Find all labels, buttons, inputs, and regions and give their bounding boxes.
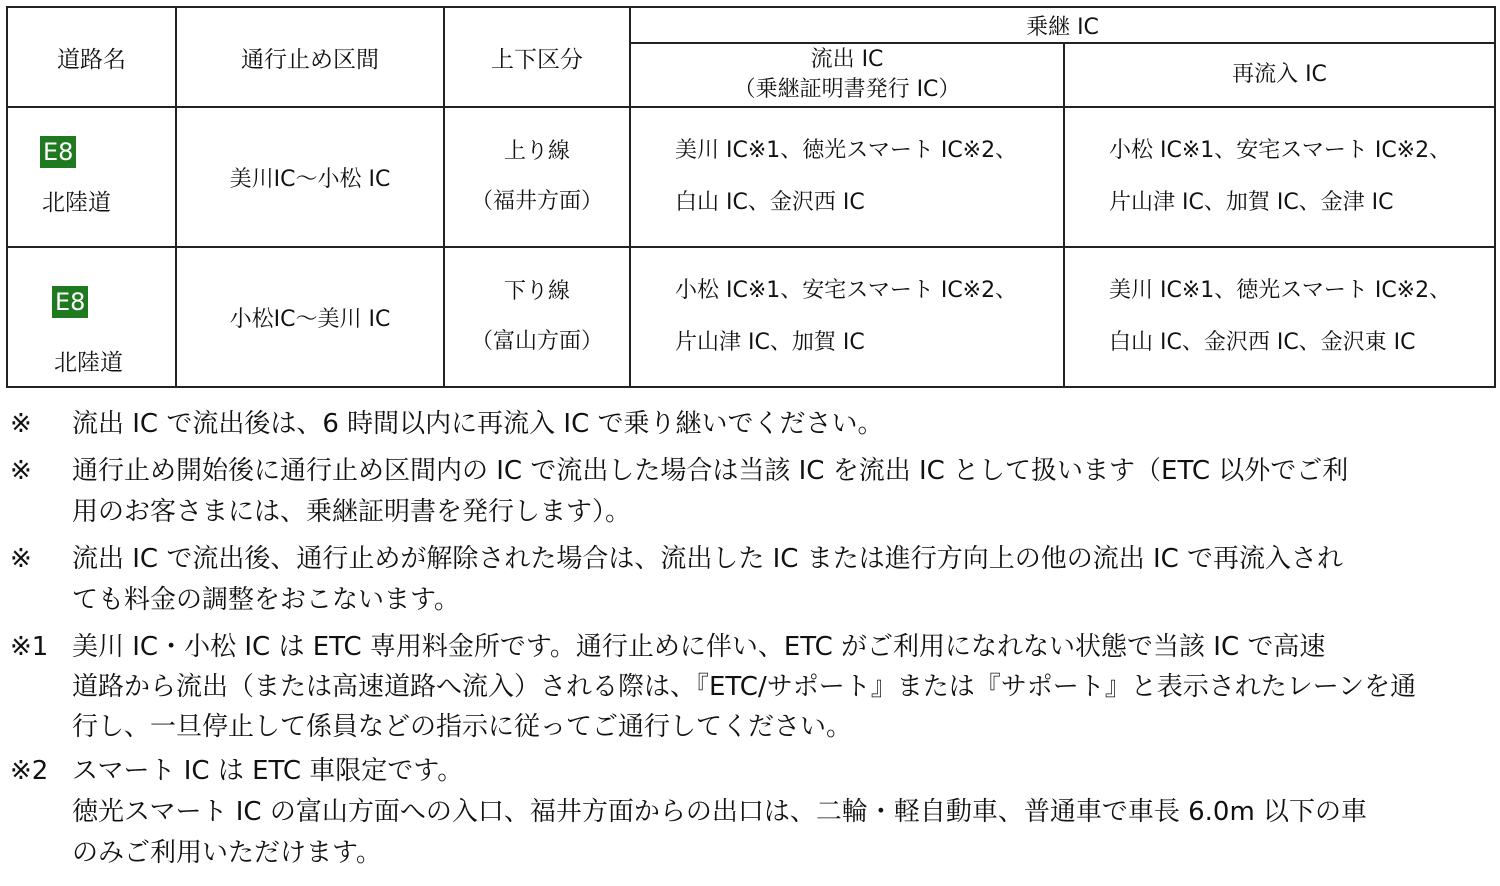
direction-cell: [444, 247, 630, 387]
road-name: 北陸道: [54, 350, 123, 376]
road-name: 北陸道: [42, 190, 111, 216]
header-road: 道路名: [7, 7, 176, 107]
note-item: [10, 451, 1496, 533]
exit-ic-line2: 白山 IC、金沢西 IC: [675, 190, 865, 215]
note-mark: ※1: [10, 632, 49, 662]
note-text: スマート IC は ETC 車限定です。: [72, 756, 464, 786]
note-item: [10, 627, 1496, 747]
direction-label: 下り線: [503, 279, 570, 304]
closure-table: [6, 6, 1496, 388]
note-text: 流出 IC で流出後は、6 時間以内に再流入 IC で乗り継いでください。: [72, 409, 884, 439]
notes-section: [10, 404, 1496, 880]
note-text: 流出 IC で流出後、通行止めが解除された場合は、流出した IC または進行方向上の他の流出 IC で再流入され: [72, 544, 1344, 574]
header-direction: 上下区分: [444, 7, 630, 107]
note-mark: ※: [10, 544, 32, 574]
road-cell: [7, 107, 176, 247]
header-exit-ic-line1: 流出 IC: [810, 47, 884, 72]
note-item: [10, 751, 1496, 874]
exit-ic-line2: 片山津 IC、加賀 IC: [675, 330, 865, 355]
exit-ic-cell: [630, 247, 1064, 387]
road-cell: [7, 247, 176, 387]
header-transfer-ic: 乗継 IC: [630, 7, 1495, 43]
note-text: 用のお客さまには、乗継証明書を発行します）。: [72, 497, 632, 527]
header-exit-ic: [630, 43, 1064, 107]
table-row: [7, 247, 1495, 387]
exit-ic-line1: 小松 IC※1、安宅スマート IC※2、: [675, 278, 1018, 303]
note-text: 通行止め開始後に通行止め区間内の IC で流出した場合は当該 IC を流出 IC として扱います（ETC 以外でご利: [72, 456, 1349, 486]
note-item: [10, 539, 1496, 621]
exit-ic-cell: [630, 107, 1064, 247]
expressway-e8-badge: E8: [52, 286, 88, 318]
note-mark: ※: [10, 456, 32, 486]
note-text: 道路から流出（または高速道路へ流入）される際は、『ETC/サポート』または『サポート』と表示されたレーンを通: [72, 672, 1417, 702]
note-item: [10, 404, 1496, 445]
reentry-ic-line1: 小松 IC※1、安宅スマート IC※2、: [1109, 138, 1452, 163]
reentry-ic-cell: [1064, 247, 1495, 387]
note-text: ても料金の調整をおこないます。: [72, 585, 460, 615]
direction-cell: [444, 107, 630, 247]
table-row: [7, 107, 1495, 247]
reentry-ic-cell: [1064, 107, 1495, 247]
direction-label: 上り線: [503, 139, 570, 164]
reentry-ic-line2: 片山津 IC、加賀 IC、金津 IC: [1109, 190, 1394, 215]
note-text: 美川 IC・小松 IC は ETC 専用料金所です。通行止めに伴い、ETC がご利用になれない状態で当該 IC で高速: [72, 632, 1326, 662]
exit-ic-line1: 美川 IC※1、徳光スマート IC※2、: [675, 138, 1018, 163]
header-exit-ic-line2: （乗継証明書発行 IC）: [733, 77, 961, 102]
closure-section: 美川IC～小松 IC: [176, 107, 444, 247]
note-mark: ※2: [10, 756, 49, 786]
note-text: のみご利用いただけます。: [72, 838, 382, 868]
header-section: 通行止め区間: [176, 7, 444, 107]
reentry-ic-line1: 美川 IC※1、徳光スマート IC※2、: [1109, 278, 1452, 303]
direction-destination: （福井方面）: [470, 189, 603, 214]
note-text: 徳光スマート IC の富山方面への入口、福井方面からの出口は、二輪・軽自動車、普通車で車長 6.0m 以下の車: [72, 797, 1368, 827]
expressway-e8-badge: E8: [40, 136, 76, 168]
reentry-ic-line2: 白山 IC、金沢西 IC、金沢東 IC: [1109, 330, 1416, 355]
header-reentry-ic: 再流入 IC: [1064, 43, 1495, 107]
note-text: 行し、一旦停止して係員などの指示に従ってご通行してください。: [72, 712, 853, 742]
closure-section: 小松IC～美川 IC: [176, 247, 444, 387]
note-mark: ※: [10, 409, 32, 439]
direction-destination: （富山方面）: [470, 329, 603, 354]
